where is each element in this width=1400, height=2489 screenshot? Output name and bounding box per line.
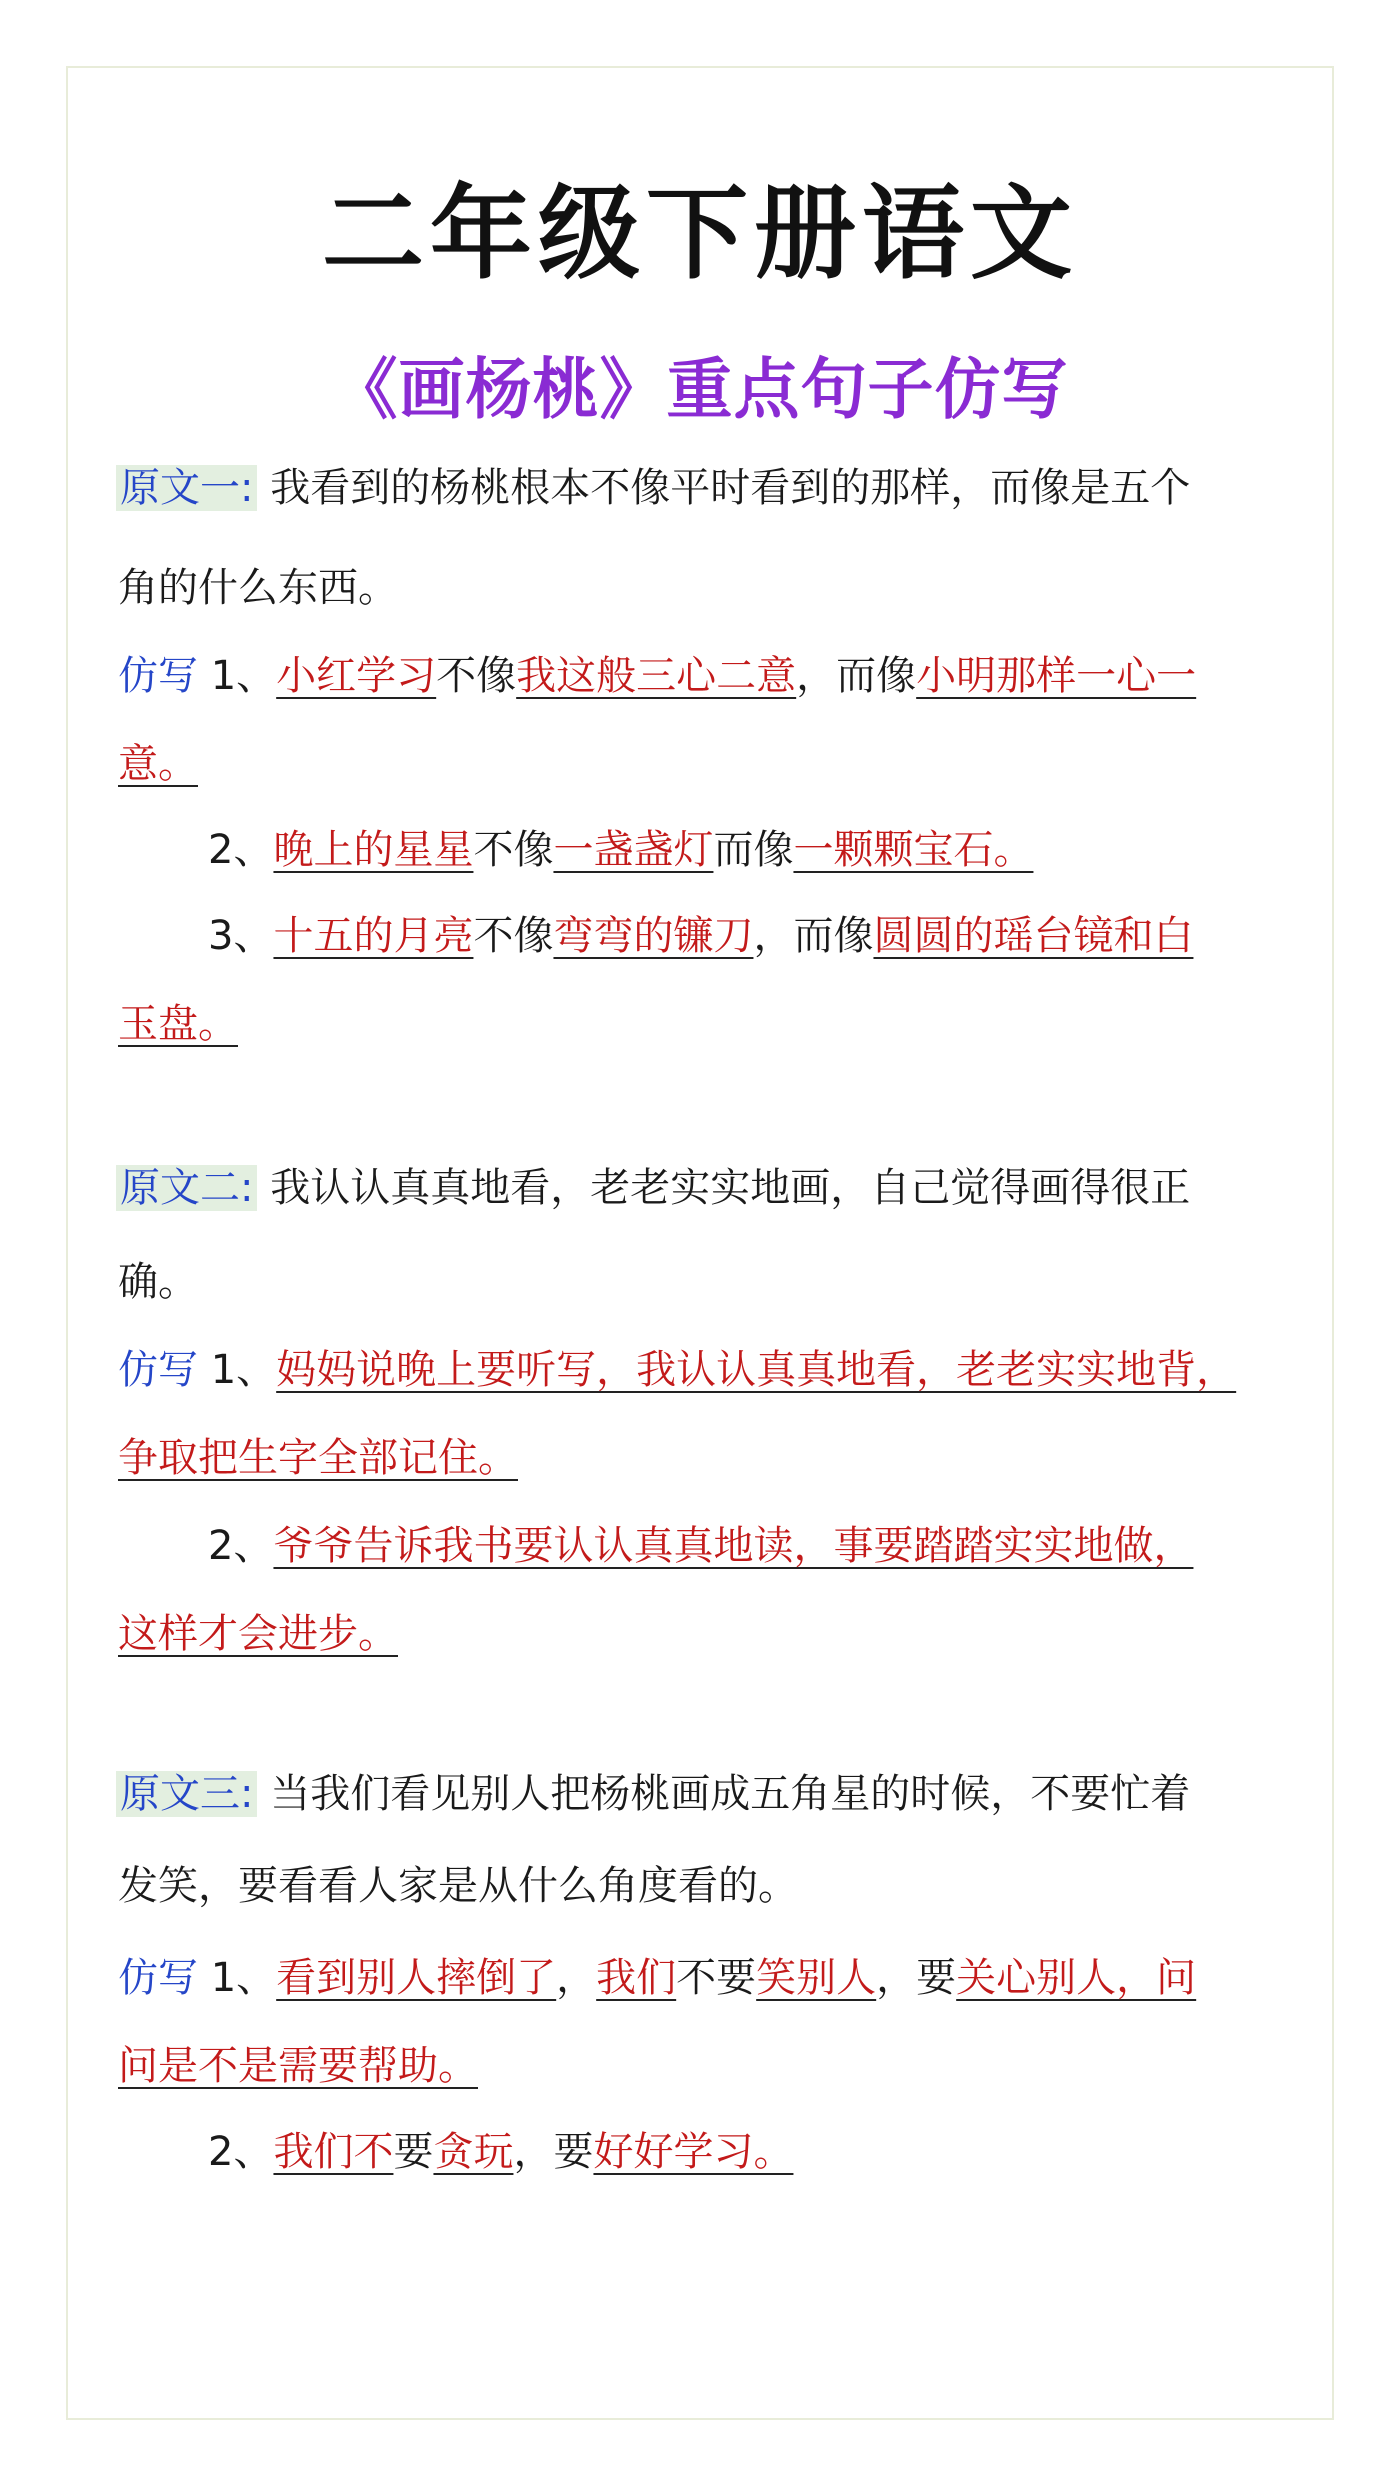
answer-blank: 一颗颗宝石。 bbox=[793, 827, 1034, 873]
fixed-text: ，要 bbox=[513, 2129, 594, 2175]
answer-blank: 小明那样一心一 bbox=[916, 653, 1197, 699]
fixed-text: 要 bbox=[393, 2129, 434, 2175]
answer-blank: 圆圆的瑶台镜和白 bbox=[873, 913, 1194, 959]
imitation-1-2 bbox=[118, 822, 1388, 878]
section-label: 原文三: bbox=[116, 1771, 257, 1817]
item-number: 2、 bbox=[208, 2129, 274, 2175]
fixed-text: ，要 bbox=[876, 1955, 957, 2001]
item-number: 3、 bbox=[208, 913, 274, 959]
imitation-1-3-cont bbox=[118, 996, 1298, 1052]
fixed-text: ，而像 bbox=[796, 653, 917, 699]
answer-blank: 十五的月亮 bbox=[273, 913, 474, 959]
fixed-text: 不像 bbox=[473, 913, 554, 959]
imitation-1-3 bbox=[118, 908, 1388, 964]
imitation-2-1 bbox=[118, 1342, 1298, 1398]
imitation-1-1-cont bbox=[118, 736, 1298, 792]
imitation-2-2 bbox=[118, 1518, 1388, 1574]
fangxie-label: 仿写 bbox=[118, 653, 198, 699]
fixed-text: ，而像 bbox=[753, 913, 874, 959]
original-3-line-2: 发笑，要看看人家是从什么角度看的。 bbox=[118, 1863, 798, 1909]
imitation-3-2 bbox=[118, 2124, 1388, 2180]
imitation-3-1-cont bbox=[118, 2038, 1298, 2094]
answer-blank: 我们 bbox=[596, 1955, 677, 2001]
original-1-line-1 bbox=[118, 460, 1298, 516]
imitation-3-1 bbox=[118, 1950, 1298, 2006]
answer-blank: 争取把生字全部记住。 bbox=[118, 1435, 518, 1481]
original-3-line-1 bbox=[118, 1766, 1298, 1822]
original-text: 我认认真真地看，老老实实地画，自己觉得画得很正 bbox=[270, 1165, 1191, 1211]
item-number: 2、 bbox=[208, 1523, 274, 1569]
imitation-1-1 bbox=[118, 648, 1298, 704]
original-2-line-2: 确。 bbox=[118, 1259, 198, 1305]
answer-blank: 一盏盏灯 bbox=[553, 827, 714, 873]
fangxie-label: 仿写 bbox=[118, 1955, 198, 2001]
answer-blank: 看到别人摔倒了 bbox=[276, 1955, 557, 2001]
fangxie-label: 仿写 bbox=[118, 1347, 198, 1393]
page-title: 二年级下册语文 bbox=[322, 175, 1078, 294]
original-1-line-2: 角的什么东西。 bbox=[118, 565, 398, 611]
answer-blank: 意。 bbox=[118, 741, 198, 787]
answer-blank: 问是不是需要帮助。 bbox=[118, 2043, 478, 2089]
answer-blank: 爷爷告诉我书要认认真真地读，事要踏踏实实地做， bbox=[273, 1523, 1194, 1569]
answer-blank: 妈妈说晚上要听写，我认认真真地看，老老实实地背， bbox=[276, 1347, 1237, 1393]
item-number: 1、 bbox=[210, 1347, 277, 1393]
page-subtitle: 《画杨桃》重点句子仿写 bbox=[331, 351, 1069, 428]
answer-blank: 晚上的星星 bbox=[273, 827, 474, 873]
fixed-text: 而像 bbox=[713, 827, 794, 873]
imitation-2-1-cont bbox=[118, 1430, 1298, 1486]
section-label: 原文一: bbox=[116, 465, 257, 511]
section-label: 原文二: bbox=[116, 1165, 257, 1211]
original-text: 当我们看见别人把杨桃画成五角星的时候，不要忙着 bbox=[270, 1771, 1191, 1817]
imitation-2-2-cont bbox=[118, 1606, 1298, 1662]
item-number: 1、 bbox=[210, 653, 277, 699]
answer-blank: 玉盘。 bbox=[118, 1001, 238, 1047]
answer-blank: 小红学习 bbox=[276, 653, 437, 699]
answer-blank: 我这般三心二意 bbox=[516, 653, 797, 699]
item-number: 1、 bbox=[210, 1955, 277, 2001]
item-number: 2、 bbox=[208, 827, 274, 873]
original-text: 我看到的杨桃根本不像平时看到的那样，而像是五个 bbox=[270, 465, 1191, 511]
fixed-text: 不要 bbox=[676, 1955, 757, 2001]
fixed-text: 不像 bbox=[436, 653, 517, 699]
answer-blank: 好好学习。 bbox=[593, 2129, 794, 2175]
answer-blank: 我们不 bbox=[273, 2129, 394, 2175]
answer-blank: 贪玩 bbox=[433, 2129, 514, 2175]
answer-blank: 关心别人，问 bbox=[956, 1955, 1197, 2001]
original-2-line-1 bbox=[118, 1160, 1298, 1216]
answer-blank: 这样才会进步。 bbox=[118, 1611, 398, 1657]
fixed-text: ， bbox=[556, 1955, 597, 2001]
answer-blank: 笑别人 bbox=[756, 1955, 877, 2001]
fixed-text: 不像 bbox=[473, 827, 554, 873]
answer-blank: 弯弯的镰刀 bbox=[553, 913, 754, 959]
